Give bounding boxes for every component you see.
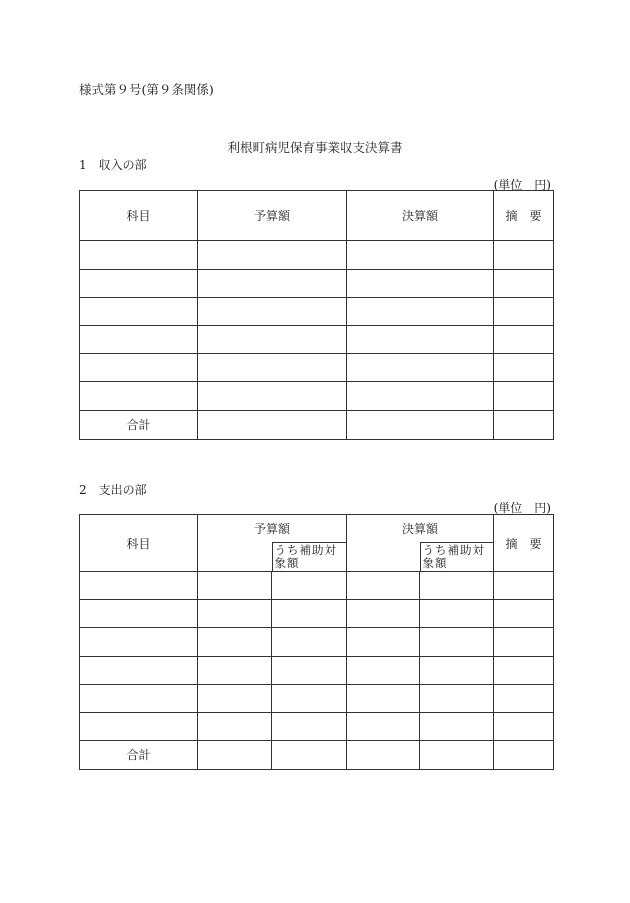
table-row [80,269,554,297]
expense-header-row [80,515,554,543]
expense-header-settlement: 決算額 [347,515,494,543]
table-row [80,326,554,354]
expense-total-label: 合計 [80,740,198,769]
income-unit-label: (単位 円) [493,178,551,192]
expense-settlement-subsidy-label: うち補助対象額 [420,542,494,571]
table-row [80,241,554,269]
expense-budget-subsidy-label: うち補助対象額 [272,542,347,571]
income-header-row [80,191,554,241]
table-row [80,684,554,712]
table-row [80,656,554,684]
table-row [80,382,554,410]
expense-header-remarks: 摘 要 [494,515,554,572]
expense-total-row [80,740,554,769]
income-header-settlement: 決算額 [347,191,494,241]
table-row [80,572,554,600]
table-row [80,712,554,740]
income-header-budget: 予算額 [198,191,347,241]
expense-unit-label: (単位 円) [493,501,551,515]
income-total-row [80,410,554,439]
form-number: 様式第９号(第９条関係) [79,82,214,97]
table-row [80,628,554,656]
income-section-heading: 1 収入の部 [79,158,147,172]
income-header-remarks: 摘 要 [494,191,554,241]
expense-header-budget: 予算額 [198,515,347,543]
income-header-subject: 科目 [80,191,198,241]
expense-table [79,514,554,770]
table-row [80,297,554,325]
income-table [79,190,554,440]
income-total-label: 合計 [80,410,198,439]
expense-header-subject: 科目 [80,515,198,572]
table-row [80,600,554,628]
document-title: 利根町病児保育事業収支決算書 [227,140,403,155]
expense-section-heading: 2 支出の部 [79,483,147,497]
table-row [80,354,554,382]
